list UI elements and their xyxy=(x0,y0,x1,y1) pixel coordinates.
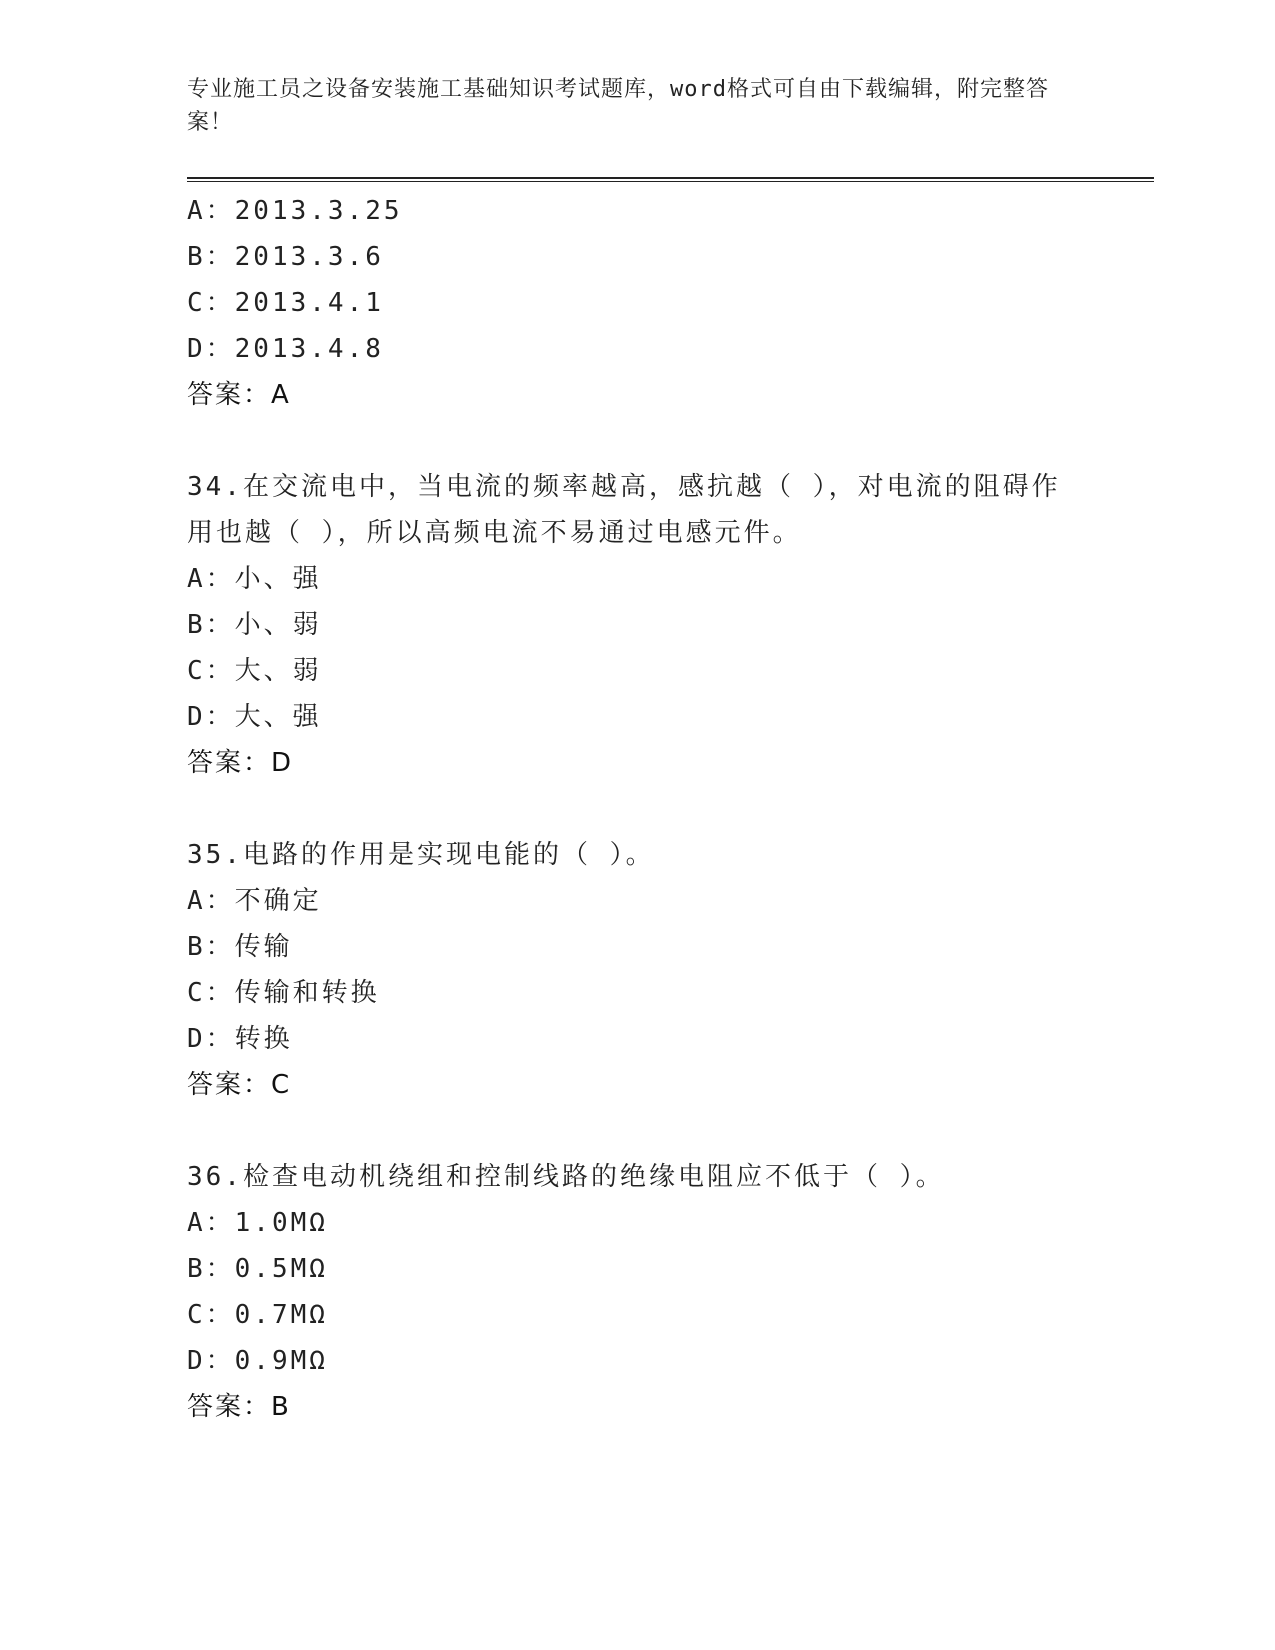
answer-line: 答案：C xyxy=(187,1070,292,1100)
answer-line: 答案：A xyxy=(187,380,291,410)
header-divider xyxy=(187,177,1154,182)
option-a: A：不确定 xyxy=(187,886,322,916)
question-35-block xyxy=(187,832,1067,1108)
option-b: B：0.5MΩ xyxy=(187,1254,328,1284)
option-a: A：小、强 xyxy=(187,564,322,594)
spacer xyxy=(187,1108,1067,1154)
spacer xyxy=(187,418,1067,464)
question-34-stem-line-2: 用也越（ ），所以高频电流不易通过电感元件。 xyxy=(187,518,802,548)
option-d: D：2013.4.8 xyxy=(187,334,384,364)
option-c: C：传输和转换 xyxy=(187,978,380,1008)
spacer xyxy=(187,786,1067,832)
question-34-block xyxy=(187,464,1067,786)
answer-line: 答案：D xyxy=(187,748,294,778)
question-36-block xyxy=(187,1154,1067,1430)
option-a: A：2013.3.25 xyxy=(187,196,403,226)
option-c: C：0.7MΩ xyxy=(187,1300,328,1330)
option-a: A：1.0MΩ xyxy=(187,1208,328,1238)
question-list xyxy=(187,188,1067,1430)
question-35-stem: 35.电路的作用是实现电能的（ ）。 xyxy=(187,840,655,870)
option-d: D：0.9MΩ xyxy=(187,1346,328,1376)
question-33-block xyxy=(187,188,1067,418)
option-b: B：小、弱 xyxy=(187,610,322,640)
option-c: C：2013.4.1 xyxy=(187,288,384,318)
header-text: 专业施工员之设备安装施工基础知识考试题库，word格式可自由下载编辑，附完整答案！ xyxy=(187,77,1049,135)
option-d: D：大、强 xyxy=(187,702,322,732)
question-34-stem-line-1: 34.在交流电中，当电流的频率越高，感抗越（ ），对电流的阻碍作 xyxy=(187,472,1061,502)
option-c: C：大、弱 xyxy=(187,656,322,686)
option-b: B：2013.3.6 xyxy=(187,242,384,272)
document-header xyxy=(187,73,1067,139)
option-b: B：传输 xyxy=(187,932,293,962)
option-d: D：转换 xyxy=(187,1024,293,1054)
question-36-stem: 36.检查电动机绕组和控制线路的绝缘电阻应不低于（ ）。 xyxy=(187,1162,945,1192)
answer-line: 答案：B xyxy=(187,1392,291,1422)
